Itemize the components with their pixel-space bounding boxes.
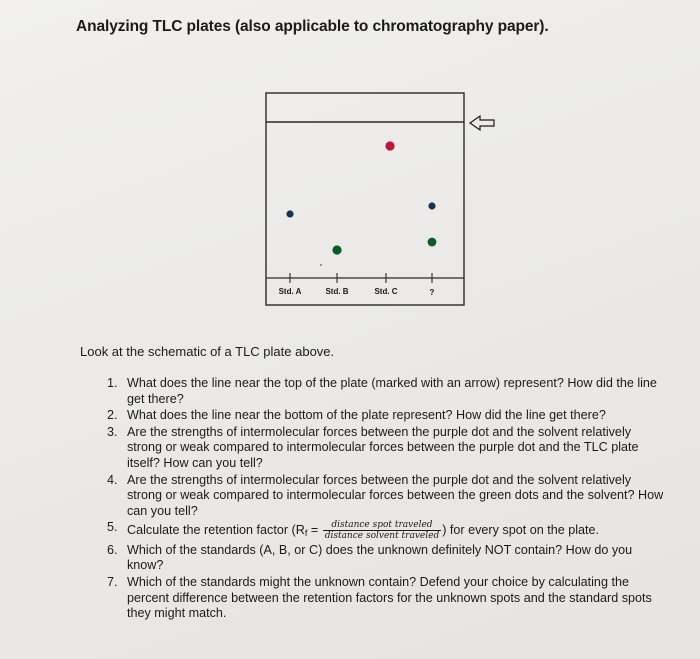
fraction-numerator: distance spot traveled bbox=[323, 520, 442, 531]
question-item: 6. Which of the standards (A, B, or C) does the unknown definitely NOT contain? How do you know? bbox=[107, 542, 633, 573]
question-item: 7. Which of the standards might the unknown contain? Defend your choice by calculating the percent difference between the retention factors for the unknown spots and the standard spots they might match. bbox=[107, 574, 652, 621]
tlc-plate bbox=[266, 93, 464, 305]
question-item: 1. What does the line near the top of the plate (marked with an arrow) represent? How did the line get there? bbox=[107, 376, 657, 406]
question-item: 4. Are the strengths of intermolecular forces between the purple dot and the solvent relatively strong or weak compared to intermolecular forces between the green dots and the solvent? How can you tell? bbox=[107, 472, 664, 518]
speck bbox=[320, 264, 322, 266]
rf-fraction bbox=[323, 520, 442, 541]
lane-label-unknown: ? bbox=[429, 288, 435, 297]
fraction-denominator: distance solvent traveled bbox=[324, 531, 440, 542]
question-item: 3. Are the strengths of intermolecular forces between the purple dot and the solvent relatively strong or weak compared to intermolecular forces between the purple dot and the TLC plate itself? How can you tell? bbox=[107, 424, 639, 470]
page-title: Analyzing TLC plates (also applicable to chromatography paper). bbox=[76, 18, 549, 35]
lane-label-std-a: Std. A bbox=[278, 287, 302, 296]
spot-unknown-lower bbox=[428, 238, 437, 247]
spot-unknown-upper bbox=[428, 202, 435, 209]
question-item: 2. What does the line near the bottom of the plate represent? How did the line get there? bbox=[107, 408, 606, 423]
intro-text: Look at the schematic of a TLC plate above. bbox=[80, 344, 335, 359]
question-item-rf-formula: 5. Calculate the retention factor ($R_f$ = $\frac{\text{distance spot traveled}}{\text{distance solvent traveled}}$ ) for every spot on the plate. bbox=[107, 520, 600, 542]
spot-std-b bbox=[332, 245, 341, 254]
lane-label-std-c: Std. C bbox=[374, 287, 398, 296]
spot-std-c-purple bbox=[385, 141, 394, 150]
question-list bbox=[107, 376, 667, 623]
lane-label-std-b: Std. B bbox=[325, 287, 349, 296]
arrow-left-icon bbox=[470, 116, 494, 130]
spot-std-a bbox=[286, 210, 293, 217]
